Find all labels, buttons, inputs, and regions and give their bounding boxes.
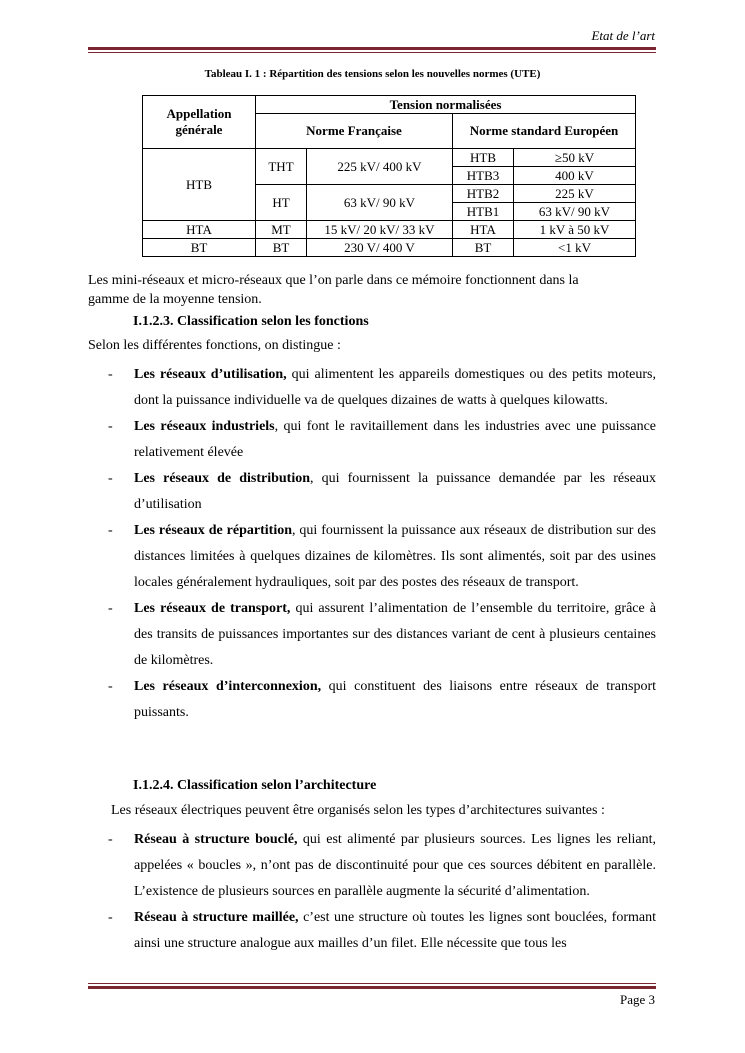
cell-mt-value: 15 kV/ 20 kV/ 33 kV [307,221,453,239]
page-number: Page 3 [619,992,655,1007]
section-title-architecture: I.1.2.4. Classification selon l’architecture [133,778,377,793]
cell-ht: HT [256,185,307,221]
footer-rule [88,983,656,989]
cell-mt: MT [256,221,307,239]
table-row [143,149,636,167]
cell-eu-value: 63 kV/ 90 kV [514,203,636,221]
cell-htb: HTB [143,149,256,221]
cell-eu-name: HTA [453,221,514,239]
cell-eu-name: HTB [453,149,514,167]
header-appellation: Appellation générale [143,96,256,149]
cell-hta: HTA [143,221,256,239]
running-header: Etat de l’art [591,28,655,43]
list-item: - Réseau à structure maillée, c’est une structure où toutes les lignes sont bouclées, formant ainsi une structure analogue aux mailles d’un filet. Elle nécessite que tous les [108,910,656,951]
header-rule [88,47,656,53]
cell-eu-name: BT [453,239,514,257]
list-item: - Les réseaux de transport, qui assurent l’alimentation de l’ensemble du territoire, grâce à des transits de puissances importantes sur des distances variant de cent à plusieurs centaines de kilomètres. [108,601,657,668]
header-tension: Tension normalisées [256,96,636,114]
cell-eu-name: HTB2 [453,185,514,203]
cell-ht-value: 63 kV/ 90 kV [307,185,453,221]
list-item: - Les réseaux d’utilisation, qui alimentent les appareils domestiques ou des petits moteurs, dont la puissance individuelle va de quelques dizaines de watts à quelques kilowatts. [108,367,657,408]
table-caption: Tableau I. 1 : Répartition des tensions selon les nouvelles normes (UTE) [204,68,541,80]
list-item: - Les réseaux industriels, qui font le ravitaillement dans les industries avec une puissance relativement élevée [108,419,656,460]
table-row [143,96,636,114]
cell-eu-name: HTB3 [453,167,514,185]
voltage-table [142,95,636,257]
table-row [143,239,636,257]
list-item: - Les réseaux de distribution, qui fournissent la puissance demandée par les réseaux d’utilisation [108,471,656,512]
intro-line-1: Les mini-réseaux et micro-réseaux que l’on parle dans ce mémoire fonctionnent dans la [88,273,579,288]
section-title-functions: I.1.2.3. Classification selon les fonctions [133,314,369,329]
cell-bt-fr: BT [256,239,307,257]
cell-eu-value: 1 kV à 50 kV [514,221,636,239]
cell-eu-name: HTB1 [453,203,514,221]
section-intro-architecture: Les réseaux électriques peuvent être organisés selon les types d’architectures suivantes : [111,803,605,818]
header-french-norm: Norme Française [256,114,453,149]
cell-tht: THT [256,149,307,185]
cell-tht-value: 225 kV/ 400 kV [307,149,453,185]
functions-list [108,362,656,726]
cell-bt-value: 230 V/ 400 V [307,239,453,257]
list-item: - Réseau à structure bouclé, qui est alimenté par plusieurs sources. Les lignes les reliant, appelées « boucles », n’ont pas de discontinuité pour que ces sources débitent en parallèle. L’existence de plusieurs sources en parallèle augmente la sécurité d’alimentation. [108,832,656,899]
cell-eu-value: <1 kV [514,239,636,257]
table-row [143,221,636,239]
architecture-list [108,827,656,957]
cell-eu-value: 225 kV [514,185,636,203]
intro-line-2: gamme de la moyenne tension. [88,292,262,307]
section-intro-functions: Selon les différentes fonctions, on distingue : [88,338,341,353]
cell-eu-value: 400 kV [514,167,636,185]
cell-bt: BT [143,239,256,257]
list-item: - Les réseaux de répartition, qui fournissent la puissance aux réseaux de distribution sur des distances limitées à quelques dizaines de kilomètres. Ils sont alimentés, soit par des usines locales généralement hydrauliques, soit par des postes des réseaux de transport. [108,523,656,590]
list-item: - Les réseaux d’interconnexion, qui constituent des liaisons entre réseaux de transport puissants. [108,679,657,720]
header-european-norm: Norme standard Européen [453,114,636,149]
cell-eu-value: ≥50 kV [514,149,636,167]
